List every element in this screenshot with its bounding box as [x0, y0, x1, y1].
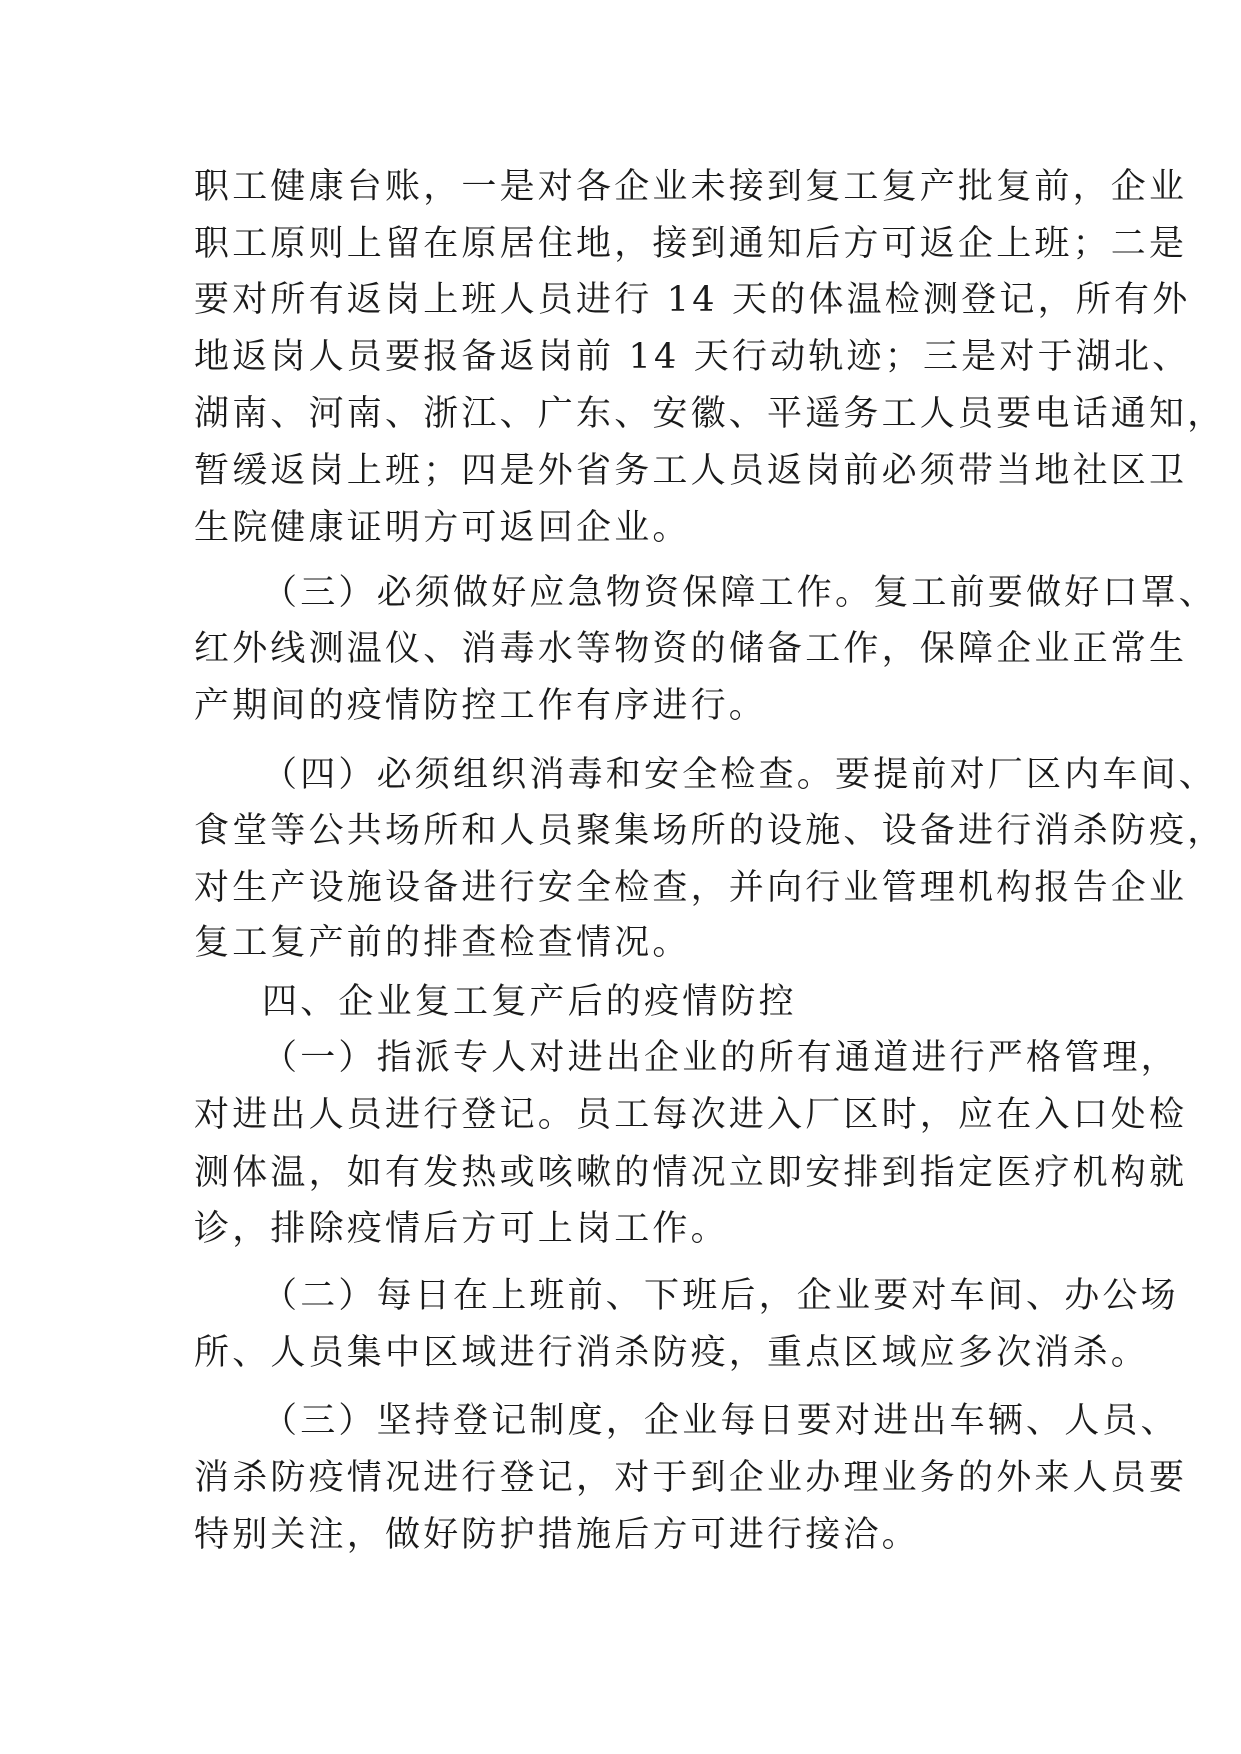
- text-line: 生院健康证明方可返回企业。: [194, 508, 691, 548]
- text-line: 湖南、河南、浙江、广东、安徽、平遥务工人员要电话通知，: [194, 394, 1226, 434]
- text-line: 要对所有返岗上班人员进行 14 天的体温检测登记，所有外: [194, 280, 1191, 320]
- text-line: 对进出人员进行登记。员工每次进入厂区时，应在入口处检: [194, 1095, 1188, 1135]
- paragraph-heading-1: （一）指派专人对进出企业的所有通道进行严格管理，: [262, 1038, 1179, 1078]
- text-line: 对生产设施设备进行安全检查，并向行业管理机构报告企业: [194, 868, 1188, 908]
- text-line: 测体温，如有发热或咳嗽的情况立即安排到指定医疗机构就: [194, 1153, 1188, 1193]
- text-line: 职工原则上留在原居住地，接到通知后方可返企上班；二是: [194, 224, 1188, 264]
- paragraph-heading-2: （二）每日在上班前、下班后，企业要对车间、办公场: [262, 1276, 1179, 1316]
- text-line: 复工复产前的排查检查情况。: [194, 923, 691, 963]
- text-line: 红外线测温仪、消毒水等物资的储备工作，保障企业正常生: [194, 629, 1188, 669]
- text-line: 暂缓返岗上班；四是外省务工人员返岗前必须带当地社区卫: [194, 451, 1188, 491]
- paragraph-heading-3b: （三）坚持登记制度，企业每日要对进出车辆、人员、: [262, 1401, 1179, 1441]
- text-line: 食堂等公共场所和人员聚集场所的设施、设备进行消杀防疫，: [194, 811, 1226, 851]
- text-line: 特别关注，做好防护措施后方可进行接洽。: [194, 1515, 920, 1555]
- text-line: 产期间的疫情防控工作有序进行。: [194, 686, 768, 726]
- paragraph-heading-3: （三）必须做好应急物资保障工作。复工前要做好口罩、: [262, 573, 1218, 613]
- text-line: 诊，排除疫情后方可上岗工作。: [194, 1209, 729, 1249]
- text-line: 消杀防疫情况进行登记，对于到企业办理业务的外来人员要: [194, 1458, 1188, 1498]
- text-line: 职工健康台账，一是对各企业未接到复工复产批复前，企业: [194, 167, 1188, 207]
- text-line: 地返岗人员要报备返岗前 14 天行动轨迹；三是对于湖北、: [194, 337, 1191, 377]
- paragraph-heading-4: （四）必须组织消毒和安全检查。要提前对厂区内车间、: [262, 755, 1218, 795]
- section-heading: 四、企业复工复产后的疫情防控: [262, 982, 797, 1022]
- text-line: 所、人员集中区域进行消杀防疫，重点区域应多次消杀。: [194, 1333, 1150, 1373]
